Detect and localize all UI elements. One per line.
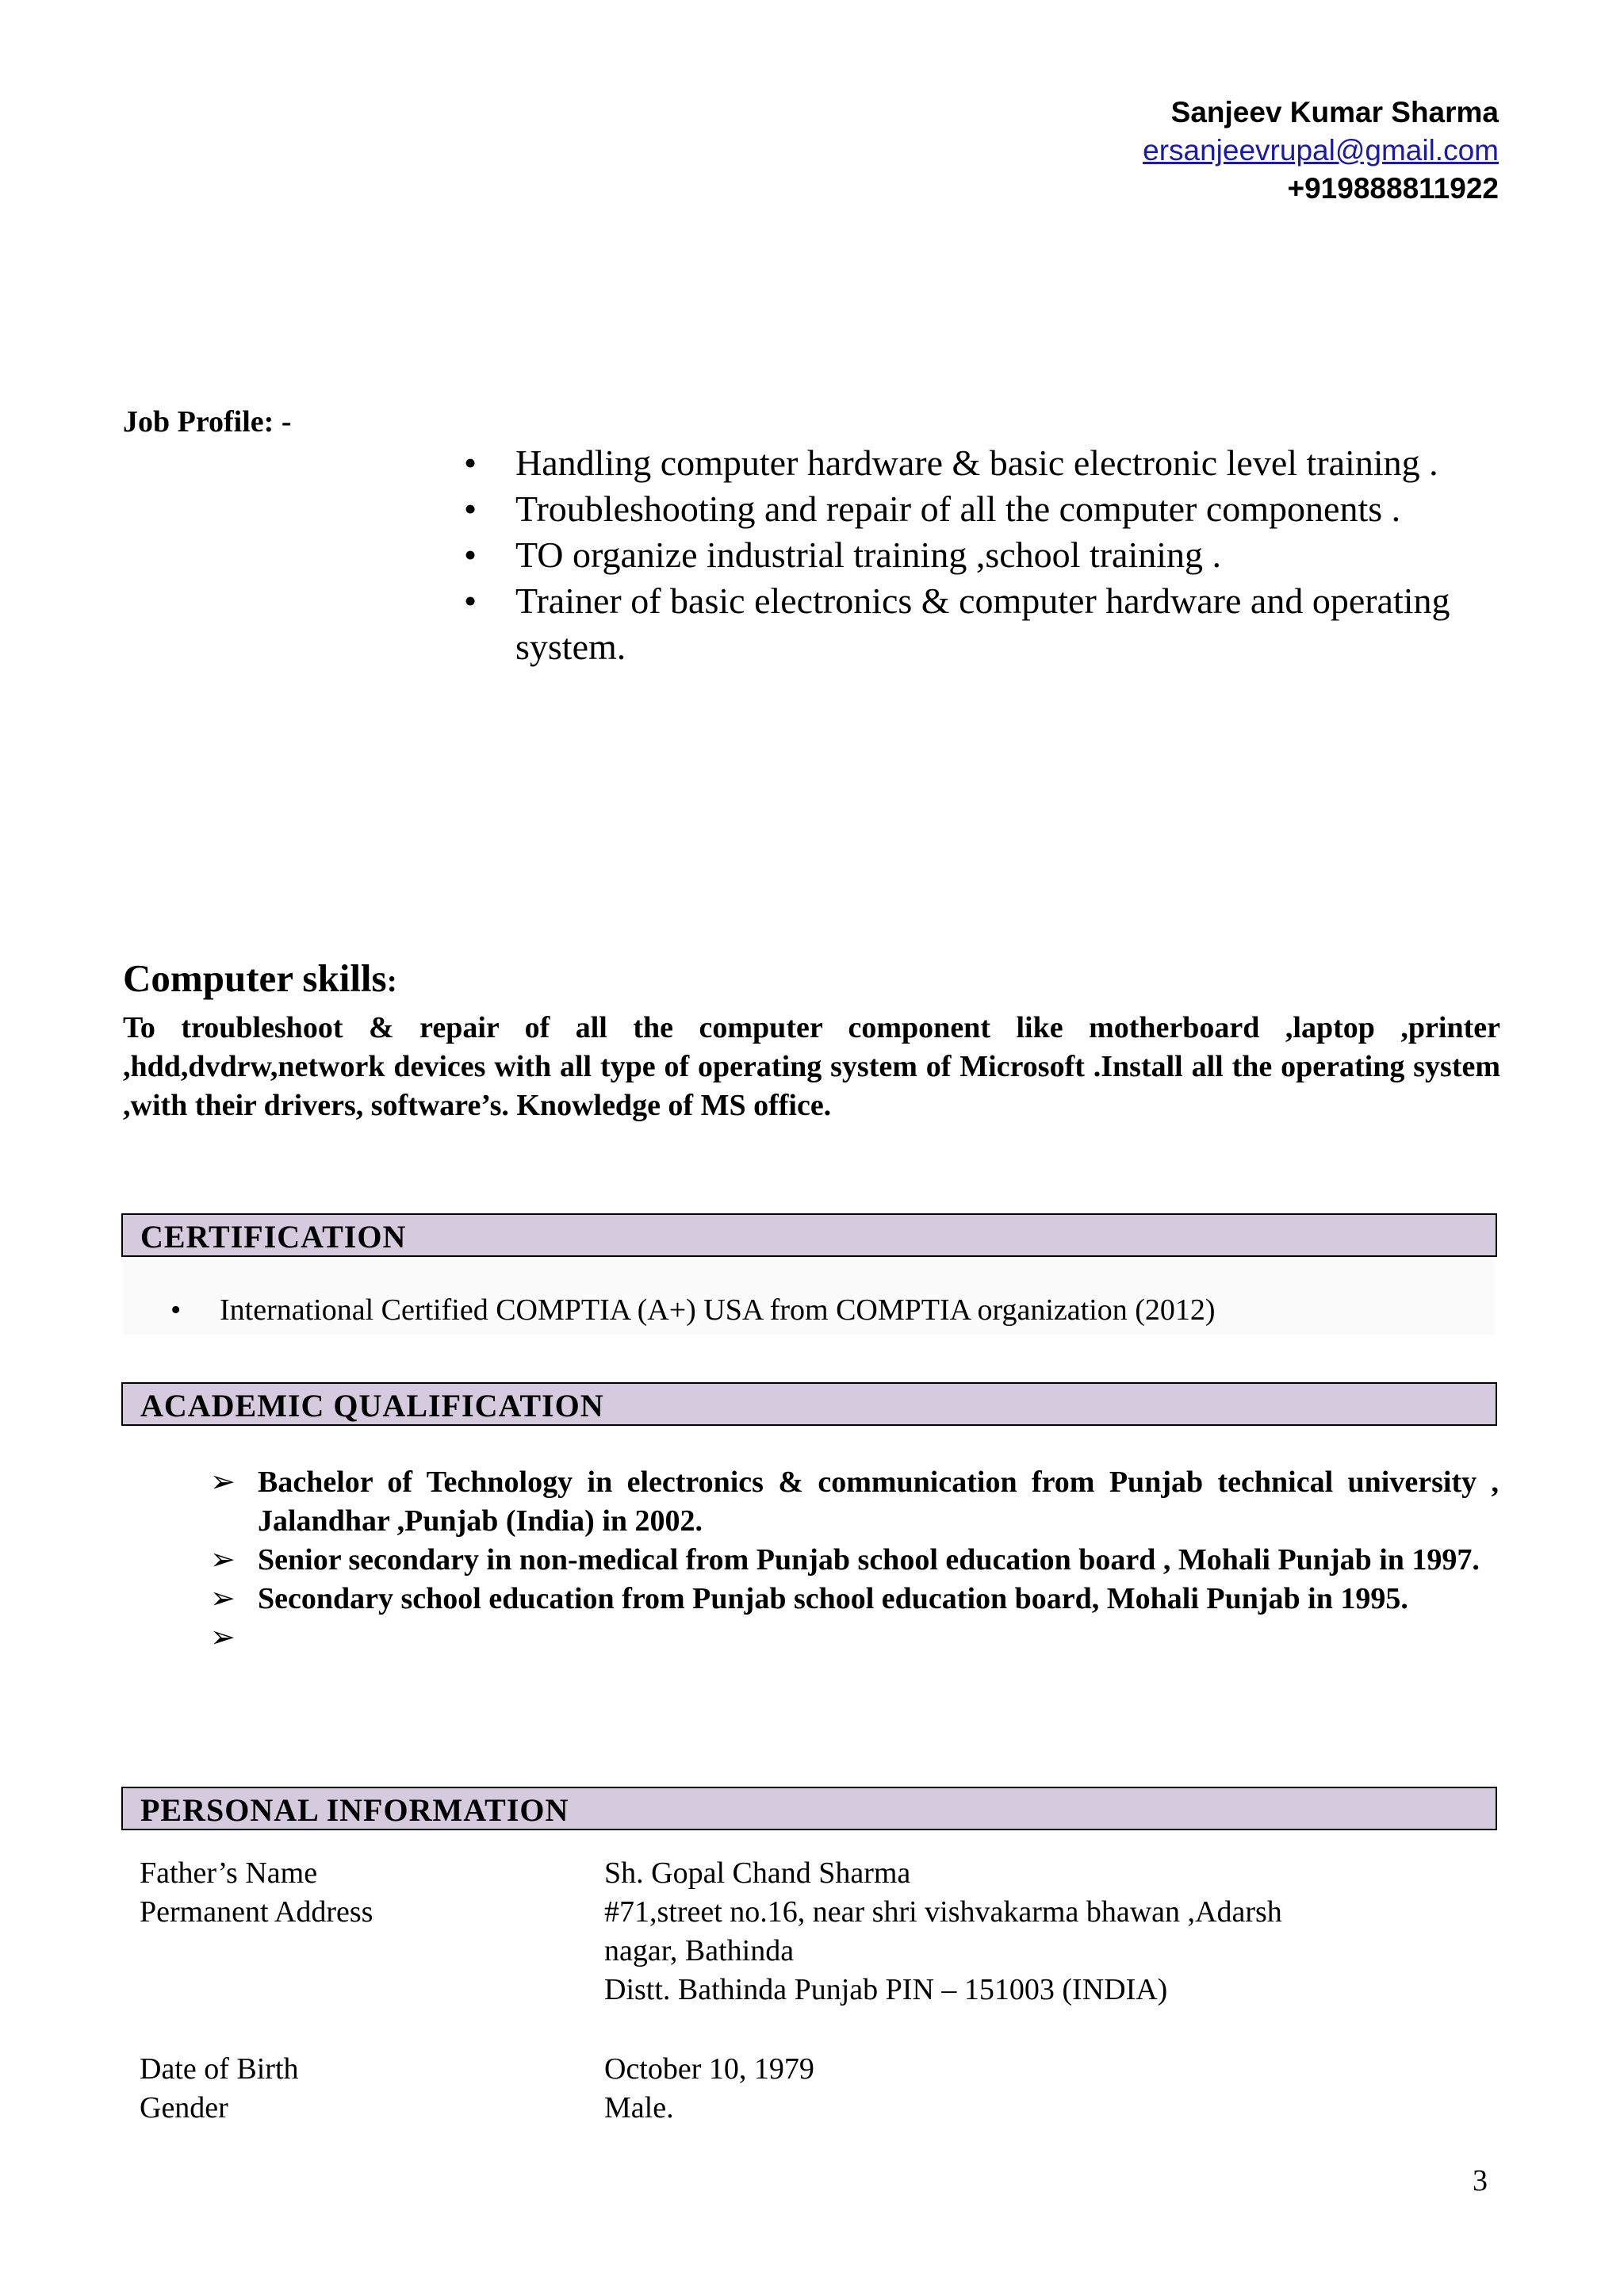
- address-label: Permanent Address: [140, 1895, 373, 1929]
- certification-text: International Certified COMPTIA (A+) USA from COMPTIA organization (2012): [220, 1293, 1216, 1327]
- email-link[interactable]: ersanjeevrupal@gmail.com: [1143, 134, 1499, 167]
- gender-label: Gender: [140, 2091, 228, 2125]
- personal-heading: PERSONAL INFORMATION: [140, 1792, 569, 1828]
- academic-item-text: Secondary school education from Punjab school education board, Mohali Punjab in 1995.: [258, 1582, 1408, 1615]
- academic-section-header: [121, 1382, 1497, 1426]
- arrow-bullet-icon: ➢: [210, 1582, 236, 1615]
- list-item: [464, 578, 1495, 670]
- fathers-name-value: Sh. Gopal Chand Sharma: [604, 1856, 911, 1890]
- bullet-dot-icon: •: [464, 489, 477, 529]
- academic-heading: ACADEMIC QUALIFICATION: [140, 1388, 604, 1423]
- address-line-3: Distt. Bathinda Punjab PIN – 151003 (INDIA): [604, 1973, 1168, 2006]
- list-item: [464, 486, 1495, 532]
- computer-skills-heading: [123, 956, 397, 1001]
- job-item-text: Trainer of basic electronics & computer hardware and operating system.: [515, 580, 1450, 667]
- job-profile-list: [464, 440, 1495, 670]
- certification-section-header: [121, 1213, 1497, 1257]
- arrow-bullet-icon: ➢: [210, 1543, 236, 1577]
- phone-number: +919888811922: [1287, 172, 1499, 205]
- job-item-text: Handling computer hardware & basic electronic level training .: [515, 443, 1438, 483]
- list-item: [210, 1619, 1499, 1657]
- list-item: [464, 532, 1495, 578]
- certification-item: [170, 1293, 1216, 1328]
- list-item: [210, 1463, 1499, 1541]
- arrow-bullet-icon: ➢: [210, 1466, 236, 1499]
- list-item: [210, 1541, 1499, 1580]
- job-item-text: TO organize industrial training ,school training .: [515, 534, 1222, 575]
- skills-title-colon: :: [386, 963, 397, 998]
- address-line-1: #71,street no.16, near shri vishvakarma bhawan ,Adarsh: [604, 1895, 1282, 1929]
- computer-skills-text: To troubleshoot & repair of all the computer component like motherboard ,laptop ,printer ,hdd,dvdrw,network devices with all type of operating system of Microsoft .Install all the operating system ,with their drivers, software’s. Knowledge of MS office.: [123, 1011, 1500, 1122]
- certification-heading: CERTIFICATION: [140, 1219, 407, 1255]
- personal-section-header: [121, 1787, 1497, 1830]
- skills-title-text: Computer skills: [123, 956, 387, 1000]
- page-number: 3: [1473, 2164, 1488, 2197]
- dob-value: October 10, 1979: [604, 2052, 814, 2086]
- list-item: [210, 1580, 1499, 1619]
- academic-item-text: Bachelor of Technology in electronics & communication from Punjab technical university , Jalandhar ,Punjab (India) in 2002.: [258, 1466, 1499, 1538]
- dob-label: Date of Birth: [140, 2052, 299, 2086]
- candidate-name: Sanjeev Kumar Sharma: [1170, 96, 1499, 128]
- list-item: [464, 440, 1495, 486]
- academic-list: [210, 1463, 1499, 1657]
- bullet-dot-icon: •: [464, 580, 477, 621]
- contact-block: [1143, 94, 1499, 208]
- bullet-dot-icon: •: [170, 1293, 182, 1327]
- gender-value: Male.: [604, 2091, 674, 2125]
- fathers-name-label: Father’s Name: [140, 1856, 318, 1890]
- arrow-bullet-icon: ➢: [210, 1621, 236, 1654]
- academic-item-text: Senior secondary in non-medical from Punjab school education board , Mohali Punjab in 1997.: [258, 1543, 1480, 1577]
- bullet-dot-icon: •: [464, 443, 477, 483]
- job-profile-label: Job Profile: -: [123, 405, 292, 439]
- job-item-text: Troubleshooting and repair of all the computer components .: [515, 489, 1401, 529]
- bullet-dot-icon: •: [464, 534, 477, 575]
- address-line-2: nagar, Bathinda: [604, 1934, 795, 1967]
